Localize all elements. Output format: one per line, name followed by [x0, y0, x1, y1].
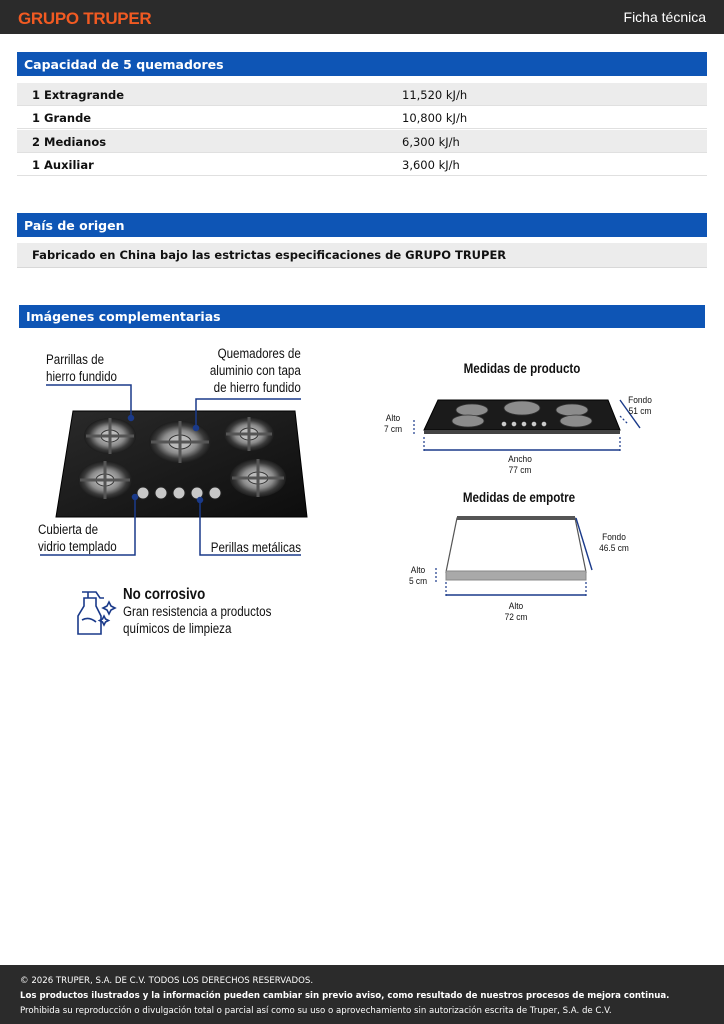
product-dims-title: Medidas de producto	[463, 361, 581, 376]
cutout-height-label: Alto 5 cm	[408, 565, 428, 587]
capacity-row	[17, 130, 707, 153]
glass-callout: Cubierta de vidrio templado	[38, 522, 117, 554]
document-type: Ficha técnica	[623, 9, 706, 25]
product-width-label: Ancho 77 cm	[508, 454, 532, 476]
knobs-callout: Perillas metálicas	[210, 540, 301, 555]
cutout-dims-title: Medidas de empotre	[462, 490, 576, 505]
product-height-label: Alto 7 cm	[383, 413, 403, 435]
origin-text: Fabricado en China bajo las estrictas especificaciones de GRUPO TRUPER	[17, 243, 707, 268]
brand-logo: GRUPO TRUPER	[18, 9, 152, 28]
capacity-row-value: 3,600 kJ/h	[402, 158, 460, 172]
cutout-width-label: Alto 72 cm	[504, 601, 528, 623]
burner-icon	[224, 417, 274, 451]
capacity-row	[17, 153, 707, 176]
corrosion-title: No corrosivo	[123, 586, 206, 603]
burner-icon	[149, 421, 211, 463]
footer-notice: Los productos ilustrados y la información pueden cambiar sin previo aviso, como resultado de nuestros procesos de mejora continua.	[20, 991, 670, 1001]
product-depth-label: Fondo 51 cm	[628, 395, 652, 417]
burner-icon	[230, 459, 286, 497]
corrosion-text: Gran resistencia a productos químicos de limpieza	[123, 604, 272, 636]
cutout-dims-diagram	[400, 510, 640, 610]
origin-section-title: País de origen	[17, 213, 707, 237]
capacity-row-label: 1 Extragrande	[32, 88, 125, 102]
burner-icon	[78, 461, 132, 499]
capacity-row-value: 10,800 kJ/h	[402, 111, 468, 125]
footer-prohibition: Prohibida su reproducción o divulgación total o parcial así como su uso o aprovechamiento sin autorización escrita de Truper, S.A. de C.V.	[20, 1006, 612, 1016]
spray-bottle-icon	[74, 586, 120, 638]
cutout-depth-label: Fondo 46.5 cm	[599, 532, 629, 554]
capacity-row	[17, 106, 707, 129]
capacity-row-label: 2 Medianos	[32, 135, 107, 149]
capacity-section-title: Capacidad de 5 quemadores	[17, 52, 707, 76]
capacity-row	[17, 83, 707, 106]
grates-callout: Parrillas de hierro fundido	[46, 352, 118, 384]
product-dims-diagram	[400, 390, 660, 460]
burners-callout: Quemadores de aluminio con tapa de hierro fundido	[209, 346, 301, 395]
footer	[0, 965, 724, 1024]
burner-icon	[84, 418, 136, 454]
top-bar	[0, 0, 724, 34]
capacity-row-label: 1 Auxiliar	[32, 158, 94, 172]
images-section-title: Imágenes complementarias	[19, 305, 705, 328]
capacity-row-value: 6,300 kJ/h	[402, 135, 460, 149]
footer-copyright: © 2026 TRUPER, S.A. DE C.V. TODOS LOS DERECHOS RESERVADOS.	[20, 976, 314, 986]
capacity-row-label: 1 Grande	[32, 111, 92, 125]
capacity-row-value: 11,520 kJ/h	[402, 88, 468, 102]
